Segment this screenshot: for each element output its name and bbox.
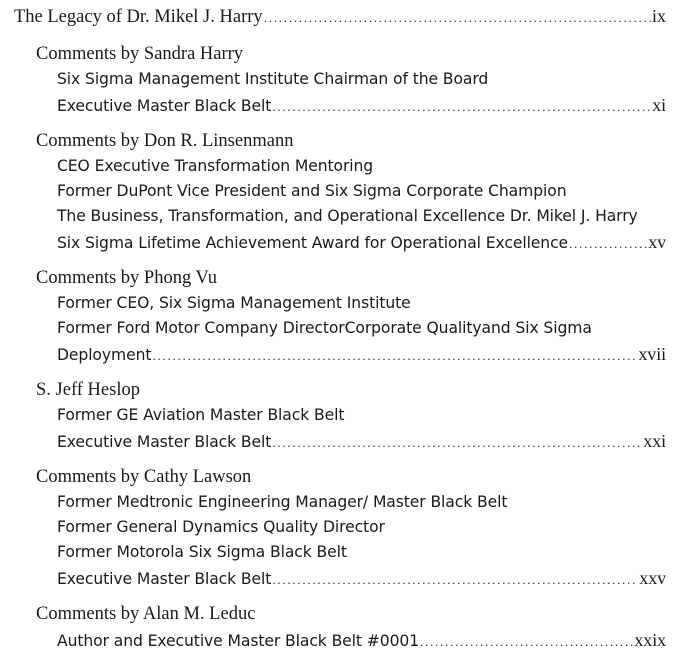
section-line: CEO Executive Transformation Mentoring: [57, 157, 374, 175]
dot-leader: [272, 101, 651, 114]
toc-entry-legacy[interactable]: [14, 6, 666, 28]
section-heading: Comments by Cathy Lawson: [36, 467, 252, 487]
toc-entry-jeff-heslop[interactable]: [57, 431, 666, 452]
section-line: Former Motorola Six Sigma Black Belt: [57, 543, 347, 561]
section-line: Former CEO, Six Sigma Management Institute: [57, 294, 411, 312]
section-line: Former Medtronic Engineering Manager/ Master Black Belt: [57, 493, 508, 511]
toc-entry-alan-leduc[interactable]: [57, 630, 666, 651]
section-heading: S. Jeff Heslop: [36, 380, 140, 400]
dot-leader: [272, 437, 642, 450]
section-line: Executive Master Black Belt: [57, 97, 272, 115]
section-line: Former DuPont Vice President and Six Sigma Corporate Champion: [57, 182, 567, 200]
section-line: Former Ford Motor Company DirectorCorporate Qualityand Six Sigma: [57, 319, 592, 337]
page-number: xxix: [634, 630, 666, 650]
dot-leader: [569, 238, 647, 251]
section-line: Author and Executive Master Black Belt #0001: [57, 632, 420, 650]
toc-entry-phong-vu[interactable]: [57, 344, 666, 365]
section-line: The Business, Transformation, and Operational Excellence Dr. Mikel J. Harry: [57, 207, 638, 225]
page-number: xv: [648, 232, 666, 252]
page-number: xi: [652, 95, 666, 115]
page-number: ix: [651, 6, 666, 26]
section-heading: Comments by Alan M. Leduc: [36, 604, 256, 624]
page-number: xxv: [639, 568, 666, 588]
dot-leader: [152, 350, 637, 363]
section-line: Executive Master Black Belt: [57, 570, 272, 588]
section-line: Six Sigma Management Institute Chairman of the Board: [57, 70, 489, 88]
page-number: xvii: [638, 344, 666, 364]
section-heading: Comments by Sandra Harry: [36, 44, 244, 64]
section-line: Executive Master Black Belt: [57, 433, 272, 451]
dot-leader: [420, 636, 633, 649]
section-heading: Comments by Phong Vu: [36, 268, 217, 288]
toc-entry-sandra-harry[interactable]: [57, 95, 666, 116]
section-line: Former General Dynamics Quality Director: [57, 518, 385, 536]
dot-leader: [264, 12, 651, 25]
dot-leader: [272, 574, 638, 587]
section-line: Six Sigma Lifetime Achievement Award for Operational Excellence: [57, 234, 569, 252]
toc-entry-title: The Legacy of Dr. Mikel J. Harry: [14, 7, 263, 27]
section-line: Deployment: [57, 346, 152, 364]
section-line: Former GE Aviation Master Black Belt: [57, 406, 345, 424]
section-heading: Comments by Don R. Linsenmann: [36, 131, 294, 151]
toc-entry-cathy-lawson[interactable]: [57, 568, 666, 589]
toc-entry-don-linsenmann[interactable]: [57, 232, 666, 253]
page-number: xxi: [643, 431, 666, 451]
